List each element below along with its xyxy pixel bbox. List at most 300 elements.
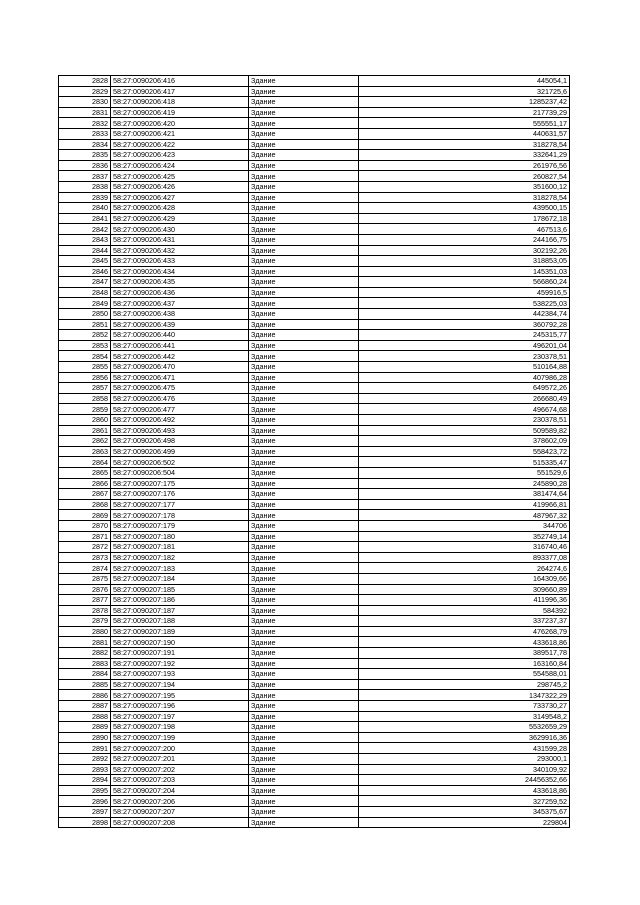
table-row xyxy=(59,150,570,161)
row-number: 2829 xyxy=(59,86,111,97)
object-type: Здание xyxy=(249,372,359,383)
cadastral-number: 58:27:0090206:434 xyxy=(111,266,249,277)
row-number: 2851 xyxy=(59,319,111,330)
cadastral-number: 58:27:0090207:196 xyxy=(111,701,249,712)
cadastral-value: 510164,88 xyxy=(359,362,570,373)
object-type: Здание xyxy=(249,669,359,680)
cadastral-number: 58:27:0090206:504 xyxy=(111,467,249,478)
cadastral-number: 58:27:0090206:435 xyxy=(111,277,249,288)
table-row xyxy=(59,679,570,690)
row-number: 2890 xyxy=(59,732,111,743)
cadastral-number: 58:27:0090207:185 xyxy=(111,584,249,595)
cadastral-number: 58:27:0090206:438 xyxy=(111,309,249,320)
table-row xyxy=(59,213,570,224)
row-number: 2881 xyxy=(59,637,111,648)
row-number: 2863 xyxy=(59,446,111,457)
cadastral-value: 302192,26 xyxy=(359,245,570,256)
cadastral-number: 58:27:0090207:206 xyxy=(111,796,249,807)
object-type: Здание xyxy=(249,743,359,754)
cadastral-value: 433618,86 xyxy=(359,785,570,796)
row-number: 2846 xyxy=(59,266,111,277)
cadastral-value: 3629916,36 xyxy=(359,732,570,743)
table-row xyxy=(59,711,570,722)
table-row xyxy=(59,372,570,383)
cadastral-number: 58:27:0090206:492 xyxy=(111,415,249,426)
row-number: 2832 xyxy=(59,118,111,129)
cadastral-value: 487967,32 xyxy=(359,510,570,521)
cadastral-number: 58:27:0090207:195 xyxy=(111,690,249,701)
row-number: 2858 xyxy=(59,393,111,404)
object-type: Здание xyxy=(249,785,359,796)
object-type: Здание xyxy=(249,319,359,330)
table-row xyxy=(59,510,570,521)
object-type: Здание xyxy=(249,298,359,309)
cadastral-value: 293000,1 xyxy=(359,754,570,765)
row-number: 2866 xyxy=(59,478,111,489)
object-type: Здание xyxy=(249,171,359,182)
object-type: Здание xyxy=(249,160,359,171)
cadastral-value: 459916,5 xyxy=(359,287,570,298)
row-number: 2877 xyxy=(59,595,111,606)
cadastral-value: 217739,29 xyxy=(359,107,570,118)
registry-body xyxy=(59,76,570,828)
object-type: Здание xyxy=(249,796,359,807)
table-row xyxy=(59,436,570,447)
cadastral-value: 351600,12 xyxy=(359,181,570,192)
row-number: 2896 xyxy=(59,796,111,807)
object-type: Здание xyxy=(249,679,359,690)
row-number: 2850 xyxy=(59,309,111,320)
row-number: 2869 xyxy=(59,510,111,521)
cadastral-number: 58:27:0090206:477 xyxy=(111,404,249,415)
cadastral-value: 476268,79 xyxy=(359,626,570,637)
table-row xyxy=(59,626,570,637)
row-number: 2895 xyxy=(59,785,111,796)
cadastral-value: 261976,56 xyxy=(359,160,570,171)
cadastral-number: 58:27:0090207:193 xyxy=(111,669,249,680)
row-number: 2867 xyxy=(59,489,111,500)
cadastral-value: 163160,84 xyxy=(359,658,570,669)
object-type: Здание xyxy=(249,97,359,108)
table-row xyxy=(59,785,570,796)
cadastral-number: 58:27:0090207:188 xyxy=(111,616,249,627)
table-row xyxy=(59,775,570,786)
cadastral-value: 440631,57 xyxy=(359,128,570,139)
row-number: 2857 xyxy=(59,383,111,394)
row-number: 2835 xyxy=(59,150,111,161)
object-type: Здание xyxy=(249,351,359,362)
object-type: Здание xyxy=(249,181,359,192)
row-number: 2843 xyxy=(59,234,111,245)
cadastral-number: 58:27:0090207:175 xyxy=(111,478,249,489)
object-type: Здание xyxy=(249,775,359,786)
cadastral-value: 389517,78 xyxy=(359,648,570,659)
cadastral-value: 555551,17 xyxy=(359,118,570,129)
cadastral-value: 145351,03 xyxy=(359,266,570,277)
row-number: 2884 xyxy=(59,669,111,680)
object-type: Здание xyxy=(249,732,359,743)
cadastral-value: 649572,26 xyxy=(359,383,570,394)
cadastral-value: 566860,24 xyxy=(359,277,570,288)
object-type: Здание xyxy=(249,383,359,394)
cadastral-value: 538225,03 xyxy=(359,298,570,309)
object-type: Здание xyxy=(249,542,359,553)
cadastral-number: 58:27:0090206:502 xyxy=(111,457,249,468)
row-number: 2864 xyxy=(59,457,111,468)
object-type: Здание xyxy=(249,415,359,426)
table-row xyxy=(59,690,570,701)
table-row xyxy=(59,224,570,235)
object-type: Здание xyxy=(249,605,359,616)
cadastral-value: 554588,01 xyxy=(359,669,570,680)
table-row xyxy=(59,181,570,192)
object-type: Здание xyxy=(249,499,359,510)
table-row xyxy=(59,97,570,108)
cadastral-value: 260827,54 xyxy=(359,171,570,182)
cadastral-value: 245315,77 xyxy=(359,330,570,341)
cadastral-value: 245890,28 xyxy=(359,478,570,489)
object-type: Здание xyxy=(249,520,359,531)
cadastral-number: 58:27:0090207:204 xyxy=(111,785,249,796)
cadastral-number: 58:27:0090207:198 xyxy=(111,722,249,733)
row-number: 2870 xyxy=(59,520,111,531)
cadastral-value: 733730,27 xyxy=(359,701,570,712)
row-number: 2891 xyxy=(59,743,111,754)
cadastral-value: 230378,51 xyxy=(359,351,570,362)
table-row xyxy=(59,520,570,531)
row-number: 2878 xyxy=(59,605,111,616)
table-row xyxy=(59,817,570,828)
row-number: 2831 xyxy=(59,107,111,118)
cadastral-number: 58:27:0090206:440 xyxy=(111,330,249,341)
cadastral-number: 58:27:0090206:429 xyxy=(111,213,249,224)
cadastral-number: 58:27:0090207:183 xyxy=(111,563,249,574)
row-number: 2844 xyxy=(59,245,111,256)
cadastral-value: 419966,81 xyxy=(359,499,570,510)
table-row xyxy=(59,171,570,182)
object-type: Здание xyxy=(249,595,359,606)
cadastral-value: 318278,54 xyxy=(359,139,570,150)
cadastral-value: 321725,6 xyxy=(359,86,570,97)
table-row xyxy=(59,605,570,616)
object-type: Здание xyxy=(249,446,359,457)
row-number: 2860 xyxy=(59,415,111,426)
cadastral-number: 58:27:0090207:186 xyxy=(111,595,249,606)
cadastral-value: 551529,6 xyxy=(359,467,570,478)
cadastral-number: 58:27:0090207:191 xyxy=(111,648,249,659)
row-number: 2880 xyxy=(59,626,111,637)
cadastral-value: 24456352,66 xyxy=(359,775,570,786)
cadastral-number: 58:27:0090207:203 xyxy=(111,775,249,786)
cadastral-value: 360792,28 xyxy=(359,319,570,330)
cadastral-value: 345375,67 xyxy=(359,806,570,817)
row-number: 2876 xyxy=(59,584,111,595)
registry-table xyxy=(58,75,570,828)
object-type: Здание xyxy=(249,203,359,214)
cadastral-value: 467513,6 xyxy=(359,224,570,235)
object-type: Здание xyxy=(249,701,359,712)
row-number: 2892 xyxy=(59,754,111,765)
row-number: 2889 xyxy=(59,722,111,733)
row-number: 2837 xyxy=(59,171,111,182)
object-type: Здание xyxy=(249,531,359,542)
row-number: 2861 xyxy=(59,425,111,436)
table-row xyxy=(59,404,570,415)
cadastral-value: 340109,92 xyxy=(359,764,570,775)
row-number: 2841 xyxy=(59,213,111,224)
table-row xyxy=(59,478,570,489)
table-row xyxy=(59,340,570,351)
object-type: Здание xyxy=(249,436,359,447)
object-type: Здание xyxy=(249,213,359,224)
object-type: Здание xyxy=(249,626,359,637)
cadastral-number: 58:27:0090206:475 xyxy=(111,383,249,394)
row-number: 2855 xyxy=(59,362,111,373)
cadastral-number: 58:27:0090207:176 xyxy=(111,489,249,500)
row-number: 2873 xyxy=(59,552,111,563)
table-row xyxy=(59,806,570,817)
cadastral-number: 58:27:0090206:426 xyxy=(111,181,249,192)
cadastral-value: 230378,51 xyxy=(359,415,570,426)
cadastral-value: 445054,1 xyxy=(359,76,570,87)
cadastral-value: 558423,72 xyxy=(359,446,570,457)
cadastral-value: 411996,36 xyxy=(359,595,570,606)
cadastral-number: 58:27:0090207:177 xyxy=(111,499,249,510)
cadastral-value: 309660,89 xyxy=(359,584,570,595)
cadastral-value: 352749,14 xyxy=(359,531,570,542)
table-row xyxy=(59,393,570,404)
object-type: Здание xyxy=(249,467,359,478)
cadastral-number: 58:27:0090206:428 xyxy=(111,203,249,214)
cadastral-value: 229804 xyxy=(359,817,570,828)
cadastral-number: 58:27:0090206:470 xyxy=(111,362,249,373)
table-row xyxy=(59,616,570,627)
row-number: 2854 xyxy=(59,351,111,362)
object-type: Здание xyxy=(249,107,359,118)
cadastral-number: 58:27:0090206:442 xyxy=(111,351,249,362)
object-type: Здание xyxy=(249,245,359,256)
cadastral-number: 58:27:0090206:441 xyxy=(111,340,249,351)
cadastral-number: 58:27:0090207:187 xyxy=(111,605,249,616)
object-type: Здание xyxy=(249,722,359,733)
table-row xyxy=(59,425,570,436)
table-row xyxy=(59,648,570,659)
cadastral-number: 58:27:0090206:476 xyxy=(111,393,249,404)
row-number: 2840 xyxy=(59,203,111,214)
cadastral-number: 58:27:0090207:182 xyxy=(111,552,249,563)
table-row xyxy=(59,298,570,309)
cadastral-value: 1285237,42 xyxy=(359,97,570,108)
cadastral-number: 58:27:0090206:421 xyxy=(111,128,249,139)
cadastral-value: 584392 xyxy=(359,605,570,616)
object-type: Здание xyxy=(249,754,359,765)
cadastral-value: 1347322,29 xyxy=(359,690,570,701)
cadastral-number: 58:27:0090206:420 xyxy=(111,118,249,129)
object-type: Здание xyxy=(249,552,359,563)
object-type: Здание xyxy=(249,658,359,669)
row-number: 2887 xyxy=(59,701,111,712)
cadastral-value: 327259,52 xyxy=(359,796,570,807)
cadastral-number: 58:27:0090206:430 xyxy=(111,224,249,235)
cadastral-value: 496674,68 xyxy=(359,404,570,415)
table-row xyxy=(59,764,570,775)
cadastral-number: 58:27:0090206:437 xyxy=(111,298,249,309)
row-number: 2871 xyxy=(59,531,111,542)
cadastral-number: 58:27:0090206:416 xyxy=(111,76,249,87)
row-number: 2828 xyxy=(59,76,111,87)
cadastral-value: 178672,18 xyxy=(359,213,570,224)
row-number: 2886 xyxy=(59,690,111,701)
table-row xyxy=(59,192,570,203)
row-number: 2868 xyxy=(59,499,111,510)
object-type: Здание xyxy=(249,616,359,627)
cadastral-number: 58:27:0090206:425 xyxy=(111,171,249,182)
row-number: 2882 xyxy=(59,648,111,659)
object-type: Здание xyxy=(249,817,359,828)
cadastral-value: 515335,47 xyxy=(359,457,570,468)
table-row xyxy=(59,796,570,807)
cadastral-number: 58:27:0090207:202 xyxy=(111,764,249,775)
table-row xyxy=(59,584,570,595)
cadastral-number: 58:27:0090206:439 xyxy=(111,319,249,330)
table-row xyxy=(59,256,570,267)
row-number: 2883 xyxy=(59,658,111,669)
object-type: Здание xyxy=(249,457,359,468)
cadastral-number: 58:27:0090207:199 xyxy=(111,732,249,743)
row-number: 2879 xyxy=(59,616,111,627)
table-row xyxy=(59,457,570,468)
table-row xyxy=(59,139,570,150)
table-row xyxy=(59,722,570,733)
object-type: Здание xyxy=(249,510,359,521)
cadastral-number: 58:27:0090206:427 xyxy=(111,192,249,203)
cadastral-value: 433618,86 xyxy=(359,637,570,648)
object-type: Здание xyxy=(249,139,359,150)
object-type: Здание xyxy=(249,711,359,722)
cadastral-number: 58:27:0090207:194 xyxy=(111,679,249,690)
row-number: 2885 xyxy=(59,679,111,690)
object-type: Здание xyxy=(249,637,359,648)
cadastral-value: 266680,49 xyxy=(359,393,570,404)
cadastral-number: 58:27:0090206:418 xyxy=(111,97,249,108)
table-row xyxy=(59,277,570,288)
cadastral-number: 58:27:0090207:190 xyxy=(111,637,249,648)
cadastral-number: 58:27:0090207:207 xyxy=(111,806,249,817)
table-row xyxy=(59,234,570,245)
cadastral-value: 3149548,2 xyxy=(359,711,570,722)
row-number: 2856 xyxy=(59,372,111,383)
object-type: Здание xyxy=(249,266,359,277)
object-type: Здание xyxy=(249,425,359,436)
cadastral-number: 58:27:0090206:436 xyxy=(111,287,249,298)
row-number: 2842 xyxy=(59,224,111,235)
table-row xyxy=(59,542,570,553)
object-type: Здание xyxy=(249,648,359,659)
object-type: Здание xyxy=(249,340,359,351)
object-type: Здание xyxy=(249,573,359,584)
cadastral-value: 337237,37 xyxy=(359,616,570,627)
row-number: 2862 xyxy=(59,436,111,447)
table-row xyxy=(59,351,570,362)
table-row xyxy=(59,446,570,457)
row-number: 2836 xyxy=(59,160,111,171)
cadastral-value: 431599,28 xyxy=(359,743,570,754)
table-row xyxy=(59,415,570,426)
object-type: Здание xyxy=(249,393,359,404)
cadastral-value: 318278,54 xyxy=(359,192,570,203)
cadastral-number: 58:27:0090207:179 xyxy=(111,520,249,531)
row-number: 2830 xyxy=(59,97,111,108)
row-number: 2848 xyxy=(59,287,111,298)
object-type: Здание xyxy=(249,192,359,203)
object-type: Здание xyxy=(249,563,359,574)
row-number: 2874 xyxy=(59,563,111,574)
object-type: Здание xyxy=(249,150,359,161)
table-row xyxy=(59,118,570,129)
table-row xyxy=(59,563,570,574)
table-row xyxy=(59,669,570,680)
cadastral-value: 5532659,29 xyxy=(359,722,570,733)
row-number: 2875 xyxy=(59,573,111,584)
table-row xyxy=(59,86,570,97)
object-type: Здание xyxy=(249,76,359,87)
cadastral-number: 58:27:0090206:432 xyxy=(111,245,249,256)
cadastral-value: 509589,82 xyxy=(359,425,570,436)
object-type: Здание xyxy=(249,806,359,817)
cadastral-number: 58:27:0090207:189 xyxy=(111,626,249,637)
object-type: Здание xyxy=(249,584,359,595)
row-number: 2845 xyxy=(59,256,111,267)
object-type: Здание xyxy=(249,277,359,288)
table-row xyxy=(59,595,570,606)
cadastral-value: 298745,2 xyxy=(359,679,570,690)
cadastral-value: 439500,15 xyxy=(359,203,570,214)
row-number: 2839 xyxy=(59,192,111,203)
object-type: Здание xyxy=(249,764,359,775)
cadastral-number: 58:27:0090206:499 xyxy=(111,446,249,457)
object-type: Здание xyxy=(249,404,359,415)
table-row xyxy=(59,552,570,563)
cadastral-number: 58:27:0090206:498 xyxy=(111,436,249,447)
cadastral-value: 442384,74 xyxy=(359,309,570,320)
cadastral-number: 58:27:0090206:431 xyxy=(111,234,249,245)
row-number: 2865 xyxy=(59,467,111,478)
object-type: Здание xyxy=(249,362,359,373)
table-row xyxy=(59,573,570,584)
table-row xyxy=(59,531,570,542)
object-type: Здание xyxy=(249,287,359,298)
table-row xyxy=(59,637,570,648)
row-number: 2849 xyxy=(59,298,111,309)
cadastral-value: 332641,29 xyxy=(359,150,570,161)
table-row xyxy=(59,499,570,510)
object-type: Здание xyxy=(249,234,359,245)
table-row xyxy=(59,658,570,669)
table-row xyxy=(59,128,570,139)
cadastral-value: 407986,28 xyxy=(359,372,570,383)
object-type: Здание xyxy=(249,128,359,139)
row-number: 2859 xyxy=(59,404,111,415)
row-number: 2898 xyxy=(59,817,111,828)
object-type: Здание xyxy=(249,330,359,341)
cadastral-value: 378602,09 xyxy=(359,436,570,447)
cadastral-value: 496201,04 xyxy=(359,340,570,351)
cadastral-value: 318853,05 xyxy=(359,256,570,267)
cadastral-value: 316740,46 xyxy=(359,542,570,553)
cadastral-number: 58:27:0090206:471 xyxy=(111,372,249,383)
row-number: 2834 xyxy=(59,139,111,150)
cadastral-value: 244166,75 xyxy=(359,234,570,245)
